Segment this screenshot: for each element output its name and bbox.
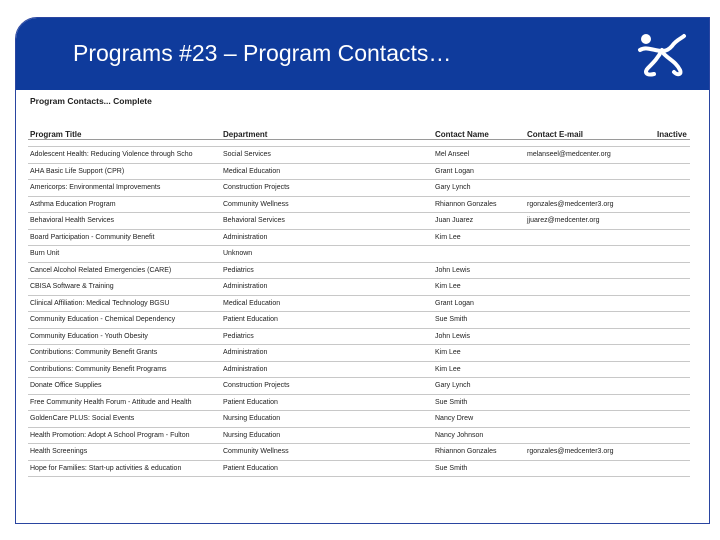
cell-contact-name: Kim Lee <box>433 361 525 378</box>
cell-department: Construction Projects <box>221 180 433 197</box>
cell-contact-name: Rhiannon Gonzales <box>433 444 525 461</box>
cell-department: Patient Education <box>221 394 433 411</box>
table-row[interactable] <box>28 427 690 444</box>
cell-program-title: Americorps: Environmental Improvements <box>28 180 221 197</box>
table-row[interactable] <box>28 460 690 477</box>
cell-department: Construction Projects <box>221 378 433 395</box>
cell-inactive <box>655 394 690 411</box>
cell-program-title: Donate Office Supplies <box>28 378 221 395</box>
cell-contact-email <box>525 246 655 263</box>
cell-inactive <box>655 345 690 362</box>
cell-program-title: Health Screenings <box>28 444 221 461</box>
cell-contact-email <box>525 345 655 362</box>
cell-contact-name: Gary Lynch <box>433 378 525 395</box>
cell-department: Administration <box>221 361 433 378</box>
cell-inactive <box>655 196 690 213</box>
cell-inactive <box>655 378 690 395</box>
cell-program-title: Asthma Education Program <box>28 196 221 213</box>
column-header-department: Department <box>221 125 433 140</box>
cell-program-title: Cancel Alcohol Related Emergencies (CARE) <box>28 262 221 279</box>
table-body <box>28 140 690 477</box>
cell-department: Medical Education <box>221 295 433 312</box>
contacts-table <box>28 125 690 477</box>
cell-contact-name: Kim Lee <box>433 345 525 362</box>
cell-contact-name: Grant Logan <box>433 163 525 180</box>
cell-department: Unknown <box>221 246 433 263</box>
column-header-contact-name: Contact Name <box>433 125 525 140</box>
cell-inactive <box>655 229 690 246</box>
cell-program-title: Burn Unit <box>28 246 221 263</box>
cell-contact-email <box>525 279 655 296</box>
cell-department: Nursing Education <box>221 411 433 428</box>
cell-contact-email <box>525 427 655 444</box>
cell-program-title: Contributions: Community Benefit Grants <box>28 345 221 362</box>
cell-program-title: Contributions: Community Benefit Programs <box>28 361 221 378</box>
cell-department: Pediatrics <box>221 262 433 279</box>
cell-contact-email <box>525 361 655 378</box>
cell-inactive <box>655 180 690 197</box>
cell-inactive <box>655 328 690 345</box>
table-row[interactable] <box>28 345 690 362</box>
cell-inactive <box>655 460 690 477</box>
cell-program-title: Behavioral Health Services <box>28 213 221 230</box>
cell-contact-name: John Lewis <box>433 328 525 345</box>
cell-department: Community Wellness <box>221 444 433 461</box>
cell-inactive <box>655 312 690 329</box>
cell-contact-name: Kim Lee <box>433 279 525 296</box>
cell-contact-email <box>525 295 655 312</box>
cell-program-title: Free Community Health Forum - Attitude and Health <box>28 394 221 411</box>
table-row[interactable] <box>28 279 690 296</box>
report-title: Program Contacts... Complete <box>30 96 152 106</box>
cell-program-title: Community Education - Youth Obesity <box>28 328 221 345</box>
cell-program-title: Clinical Affiliation: Medical Technology BGSU <box>28 295 221 312</box>
cell-contact-name: Sue Smith <box>433 394 525 411</box>
cell-contact-email <box>525 394 655 411</box>
cell-department: Administration <box>221 229 433 246</box>
cell-contact-name: Kim Lee <box>433 229 525 246</box>
cell-program-title: AHA Basic Life Support (CPR) <box>28 163 221 180</box>
cell-department: Community Wellness <box>221 196 433 213</box>
cell-department: Administration <box>221 345 433 362</box>
cell-contact-email <box>525 328 655 345</box>
cell-inactive <box>655 246 690 263</box>
cell-program-title: CBISA Software & Training <box>28 279 221 296</box>
table-row[interactable] <box>28 262 690 279</box>
cell-contact-email <box>525 229 655 246</box>
cell-contact-name: Grant Logan <box>433 295 525 312</box>
table-row[interactable] <box>28 180 690 197</box>
cell-contact-name: Sue Smith <box>433 460 525 477</box>
cell-department: Medical Education <box>221 163 433 180</box>
cell-contact-name: Gary Lynch <box>433 180 525 197</box>
cell-department: Patient Education <box>221 460 433 477</box>
cell-inactive <box>655 444 690 461</box>
table-header-row <box>28 125 690 140</box>
cell-contact-email <box>525 378 655 395</box>
table-row[interactable] <box>28 411 690 428</box>
column-header-program-title: Program Title <box>28 125 221 140</box>
slide-title: Programs #23 – Program Contacts… <box>73 40 452 66</box>
cell-department: Social Services <box>221 147 433 164</box>
cell-inactive <box>655 279 690 296</box>
table-row[interactable] <box>28 378 690 395</box>
table-row[interactable] <box>28 328 690 345</box>
table-row[interactable] <box>28 361 690 378</box>
table-row[interactable] <box>28 147 690 164</box>
cell-department: Nursing Education <box>221 427 433 444</box>
cell-contact-email <box>525 312 655 329</box>
cell-inactive <box>655 147 690 164</box>
title-bar <box>16 18 709 90</box>
dancing-figure-logo-icon <box>636 32 688 78</box>
cell-contact-name: Nancy Drew <box>433 411 525 428</box>
cell-contact-name: Juan Juarez <box>433 213 525 230</box>
cell-contact-name: Rhiannon Gonzales <box>433 196 525 213</box>
table-row[interactable] <box>28 246 690 263</box>
table-row[interactable] <box>28 312 690 329</box>
cell-program-title: Board Participation - Community Benefit <box>28 229 221 246</box>
cell-program-title: Hope for Families: Start-up activities & education <box>28 460 221 477</box>
cell-contact-email: rgonzales@medcenter3.org <box>525 444 655 461</box>
cell-contact-name: John Lewis <box>433 262 525 279</box>
column-header-inactive: Inactive <box>655 125 690 140</box>
table-row[interactable] <box>28 229 690 246</box>
cell-department: Administration <box>221 279 433 296</box>
cell-inactive <box>655 295 690 312</box>
cell-inactive <box>655 163 690 180</box>
cell-contact-email <box>525 411 655 428</box>
cell-contact-email <box>525 460 655 477</box>
cell-inactive <box>655 213 690 230</box>
cell-program-title: Community Education - Chemical Dependency <box>28 312 221 329</box>
cell-contact-name: Mel Anseel <box>433 147 525 164</box>
cell-contact-email: jjuarez@medcenter.org <box>525 213 655 230</box>
cell-contact-email <box>525 262 655 279</box>
cell-department: Pediatrics <box>221 328 433 345</box>
table-row[interactable] <box>28 163 690 180</box>
cell-program-title: GoldenCare PLUS: Social Events <box>28 411 221 428</box>
table-row[interactable] <box>28 213 690 230</box>
header-spacer-row <box>28 140 690 147</box>
cell-inactive <box>655 427 690 444</box>
cell-program-title: Health Promotion: Adopt A School Program - Fulton <box>28 427 221 444</box>
table-row[interactable] <box>28 394 690 411</box>
table-row[interactable] <box>28 295 690 312</box>
cell-department: Behavioral Services <box>221 213 433 230</box>
cell-contact-email <box>525 163 655 180</box>
cell-inactive <box>655 262 690 279</box>
column-header-contact-email: Contact E-mail <box>525 125 655 140</box>
cell-contact-name <box>433 246 525 263</box>
report-content <box>16 90 709 523</box>
cell-department: Patient Education <box>221 312 433 329</box>
slide-frame <box>15 17 710 524</box>
cell-contact-name: Sue Smith <box>433 312 525 329</box>
cell-contact-name: Nancy Johnson <box>433 427 525 444</box>
cell-program-title: Adolescent Health: Reducing Violence through Scho <box>28 147 221 164</box>
spacer-cell <box>28 140 690 147</box>
cell-contact-email: rgonzales@medcenter3.org <box>525 196 655 213</box>
cell-contact-email <box>525 180 655 197</box>
cell-inactive <box>655 411 690 428</box>
cell-contact-email: melanseel@medcenter.org <box>525 147 655 164</box>
cell-inactive <box>655 361 690 378</box>
table-row[interactable] <box>28 444 690 461</box>
table-row[interactable] <box>28 196 690 213</box>
